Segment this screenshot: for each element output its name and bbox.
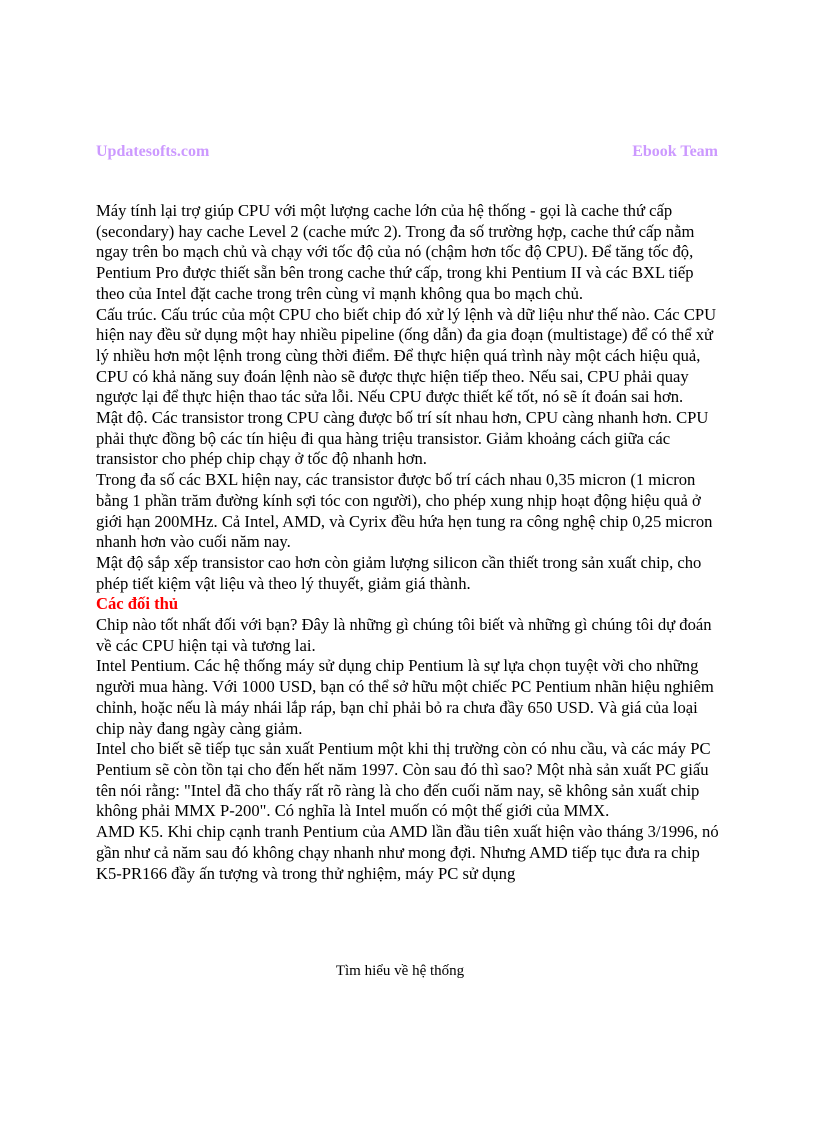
paragraph-silicon: Mật độ sắp xếp transistor cao hơn còn giảm lượng silicon cần thiết trong sản xuất chip, cho phép tiết kiệm vật liệu và theo lý thuyết, giảm giá thành. <box>96 552 702 593</box>
paragraph-which-chip: Chip nào tốt nhất đối với bạn? Đây là những gì chúng tôi biết và những gì chúng tôi dự đoán về các CPU hiện tại và tương lai. <box>96 615 712 655</box>
paragraph-intel-pentium: Intel Pentium. Các hệ thống máy sử dụng chip Pentium là sự lựa chọn tuyệt vời cho những người mua hàng. Với 1000 USD, bạn có thể sở hữu một chiếc PC Pentium nhãn hiệu nghiêm chỉnh, hoặc nếu là máy nhái lắp ráp, bạn chỉ phải bỏ ra chưa đầy 650 USD. Và giá của loại chip này đang ngày càng giảm. <box>96 656 714 738</box>
header-team-name: Ebook Team <box>632 143 718 160</box>
paragraph-amd-k5: AMD K5. Khi chip cạnh tranh Pentium của AMD lần đầu tiên xuất hiện vào tháng 3/1996, nó gần như cả năm sau đó không chạy nhanh như mong đợi. Nhưng AMD tiếp tục đưa ra chip K5-PR166 đầy ấn tượng và trong thử nghiệm, máy PC sử dụng <box>96 822 719 883</box>
header-site-name: Updatesofts.com <box>96 143 210 160</box>
paragraph-intel-future: Intel cho biết sẽ tiếp tục sản xuất Pentium một khi thị trường còn có nhu cầu, và các máy PC Pentium sẽ còn tồn tại cho đến hết năm 1997. Còn sau đó thì sao? Một nhà sản xuất PC giấu tên nói rằng: "Intel đã cho thấy rất rõ ràng là cho đến cuối năm nay, sẽ không sản xuất chip không phải MMX P-200". Có nghĩa là Intel muốn có một thế giới của MMX. <box>96 739 711 821</box>
page-footer: Tìm hiểu về hệ thống <box>335 963 465 979</box>
paragraph-micron: Trong đa số các BXL hiện nay, các transistor được bố trí cách nhau 0,35 micron (1 micron bằng 1 phần trăm đường kính sợi tóc con người), cho phép xung nhịp hoạt động hiệu quả ở giới hạn 200MHz. Cả Intel, AMD, và Cyrix đều hứa hẹn tung ra công nghệ chip 0,25 micron nhanh hơn vào cuối năm nay. <box>96 470 713 552</box>
document-body <box>96 201 720 884</box>
paragraph-architecture: Cấu trúc. Cấu trúc của một CPU cho biết chip đó xử lý lệnh và dữ liệu như thế nào. Các CPU hiện nay đều sử dụng một hay nhiều pipeline (ống dẫn) đa gia đoạn (multistage) để có thể xử lý nhiều hơn một lệnh trong cùng thời điểm. Để thực hiện quá trình này một cách hiệu quả, CPU có khả năng suy đoán lệnh nào sẽ được thực hiện tiếp theo. Nếu sai, CPU phải quay ngược lại để thực hiện thao tác sửa lỗi. Nếu CPU được thiết kế tốt, nó sẽ ít đoán sai hơn. <box>96 304 717 407</box>
paragraph-cache: Máy tính lại trợ giúp CPU với một lượng cache lớn của hệ thống - gọi là cache thứ cấp (secondary) hay cache Level 2 (cache mức 2). Trong đa số trường hợp, cache thứ cấp nằm ngay trên bo mạch chủ và chạy với tốc độ của nó (chậm hơn tốc độ CPU). Để tăng tốc độ, Pentium Pro được thiết sẵn bên trong cache thứ cấp, trong khi Pentium II và các BXL tiếp theo của Intel đặt cache trong trên cùng vỉ mạnh không qua bo mạch chủ. <box>96 201 695 303</box>
section-heading-competitors: Các đối thủ <box>96 594 179 614</box>
paragraph-density: Mật độ. Các transistor trong CPU càng được bố trí sít nhau hơn, CPU càng nhanh hơn. CPU phải thực đồng bộ các tín hiệu đi qua hàng triệu transistor. Giảm khoảng cách giữa các transistor cho phép chip chạy ở tốc độ nhanh hơn. <box>96 408 709 469</box>
